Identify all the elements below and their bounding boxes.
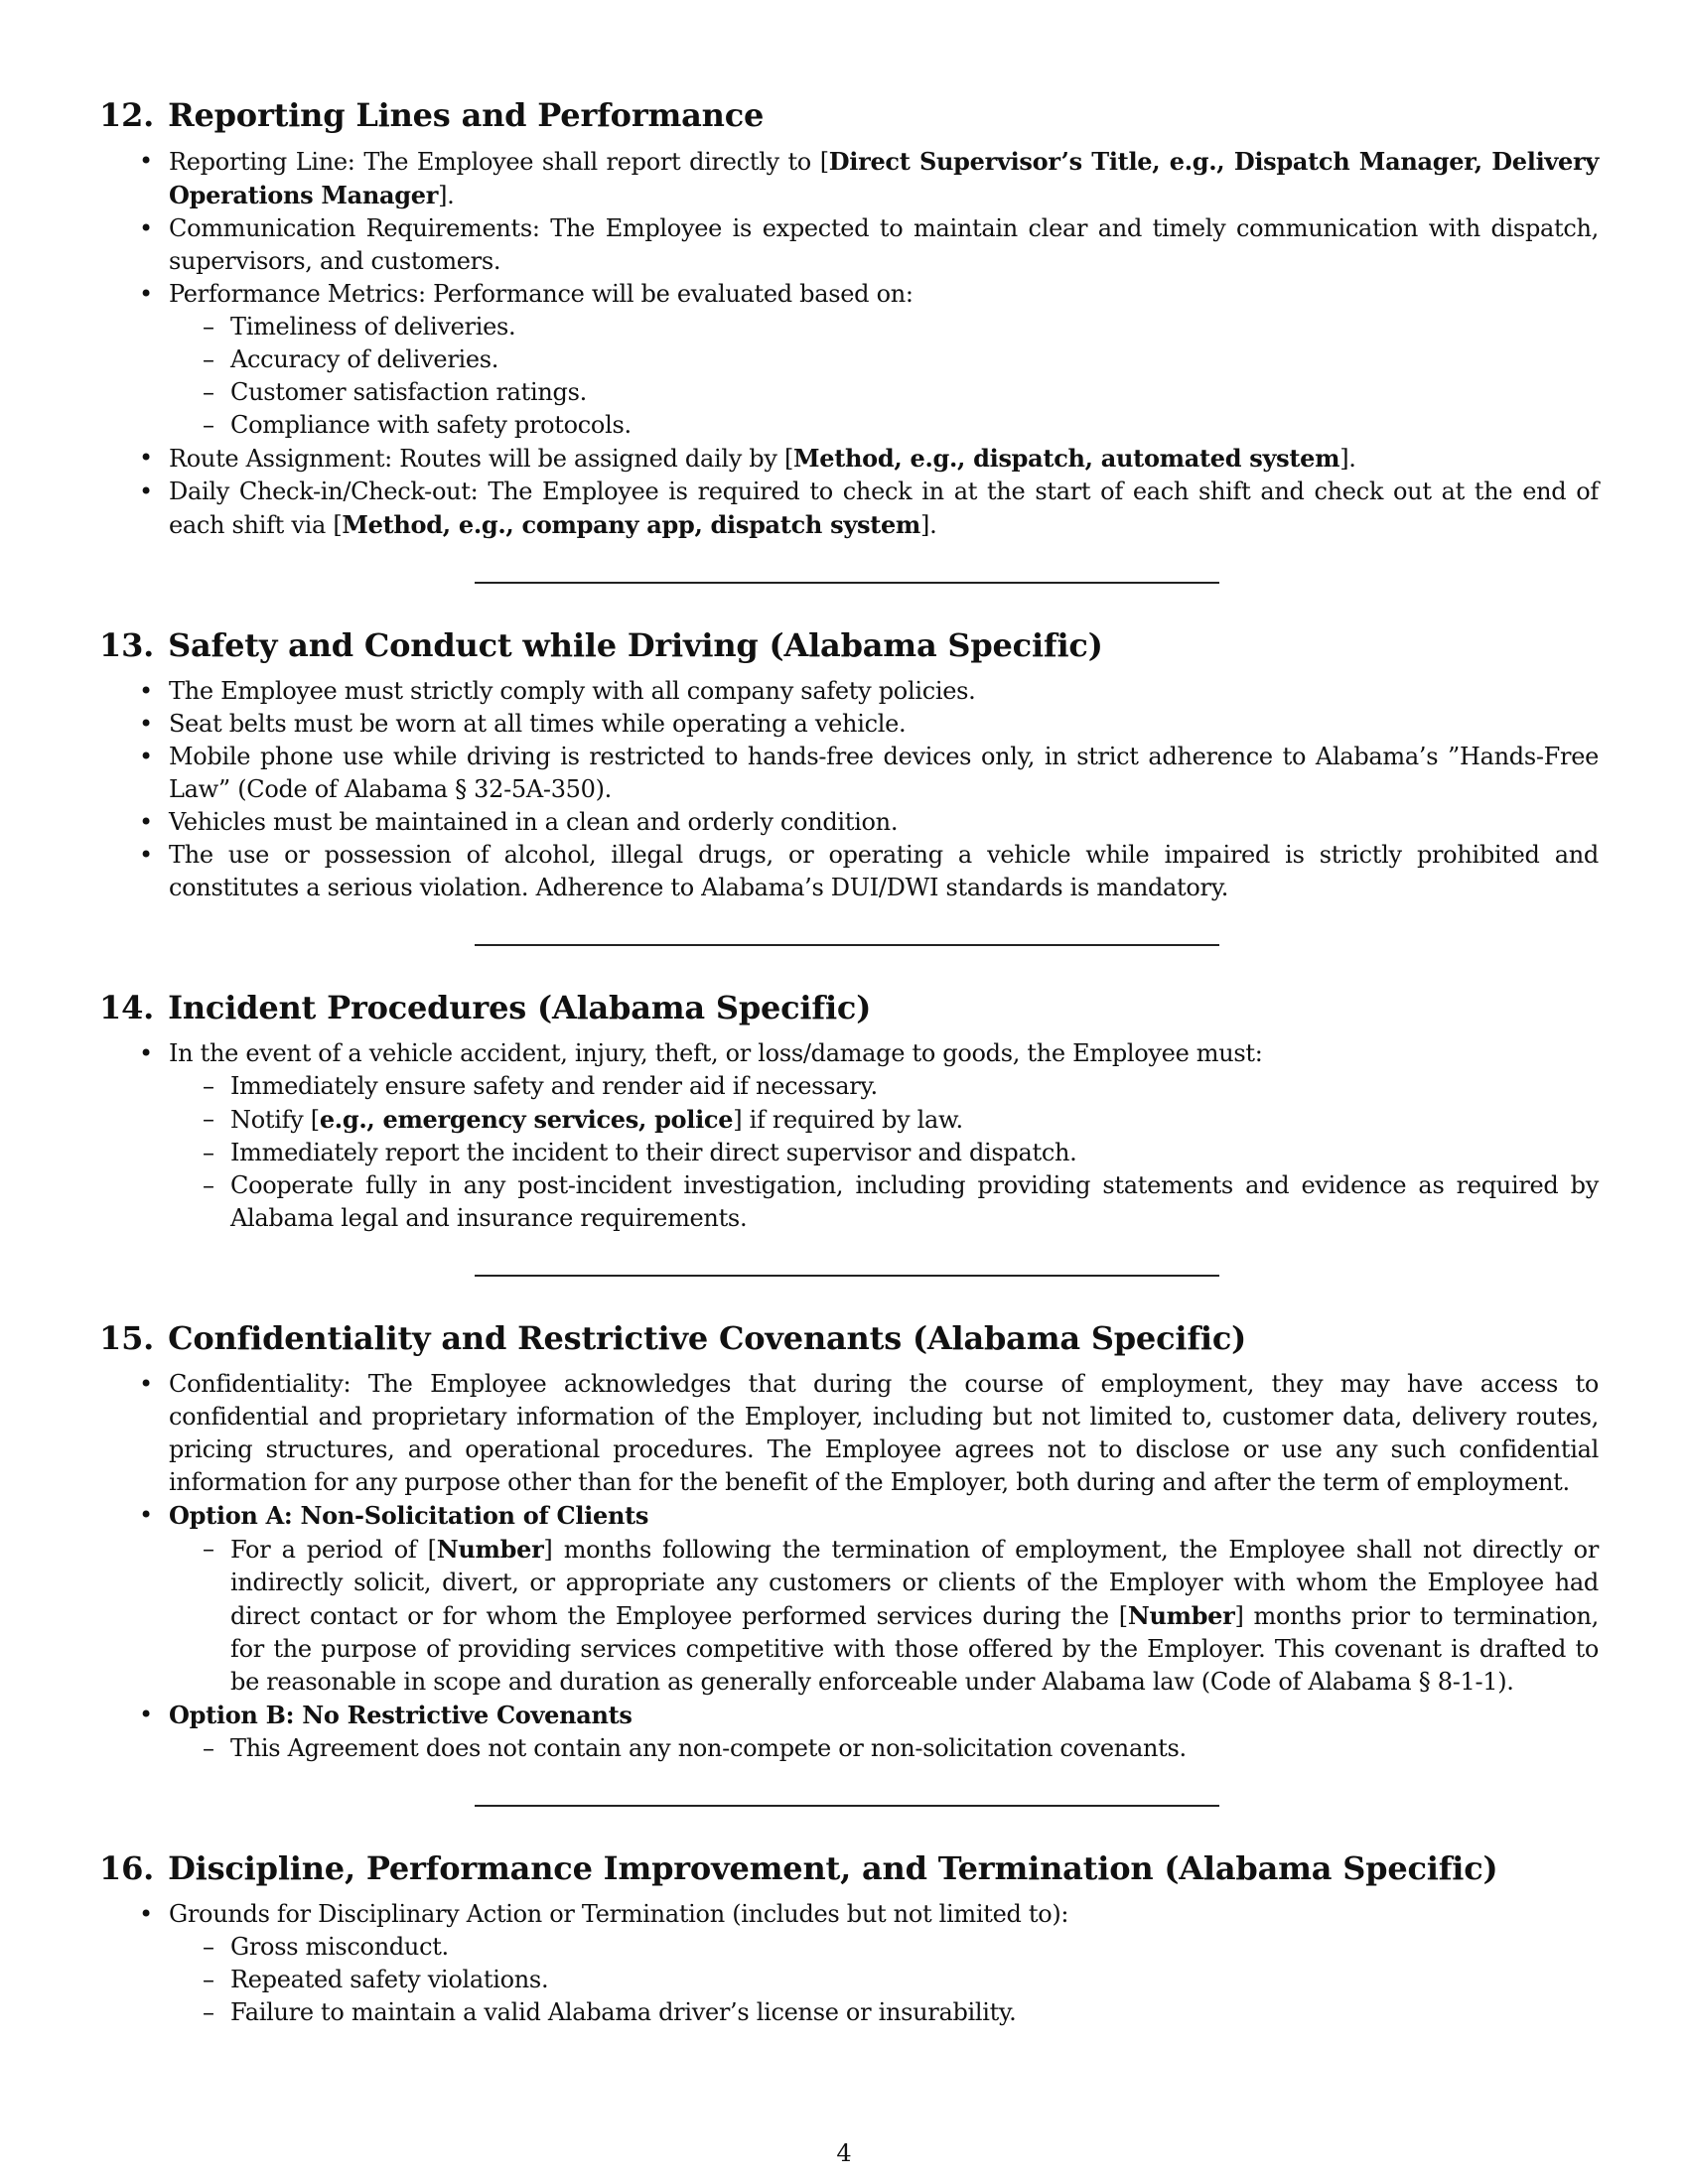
sub-item: – Failure to maintain a valid Alabama driver’s license or insurability.	[169, 1996, 1599, 2029]
horizontal-rule	[475, 944, 1219, 946]
bullet-list	[99, 1368, 1599, 1765]
section-heading: 16. Discipline, Performance Improvement, and Termination (Alabama Specific)	[99, 1849, 1498, 1887]
list-item: • Vehicles must be maintained in a clean and orderly condition.	[99, 806, 1599, 839]
list-item: • In the event of a vehicle accident, injury, theft, or loss/damage to goods, the Employee must: – Immediately ensure safety and render aid if necessary. – Notify [e.g., emergency services, police] if required by law. – Immediately report the incident to their direct supervisor and dispatch. – Cooperate fully in any post-incident investigation, including providing statements and evidence as required by Alabama legal and insurance requirements.	[99, 1037, 1599, 1235]
bullet-list	[99, 675, 1599, 904]
page-number: 4	[836, 2139, 852, 2167]
sub-item: – Immediately report the incident to their direct supervisor and dispatch.	[169, 1137, 1599, 1169]
section-16	[99, 1848, 1599, 2029]
section-13	[99, 625, 1599, 904]
list-item-performance-metrics: • Performance Metrics: Performance will be evaluated based on: – Timeliness of deliveries. – Accuracy of deliveries. – Customer satisfaction ratings. – Compliance with safety protocols.	[99, 278, 1599, 442]
sub-item: – This Agreement does not contain any non-compete or non-solicitation covenants.	[169, 1732, 1599, 1765]
horizontal-rule	[475, 1805, 1219, 1807]
section-12	[99, 95, 1599, 542]
section-heading: 15. Confidentiality and Restrictive Covenants (Alabama Specific)	[99, 1319, 1247, 1357]
sub-list	[169, 1732, 1599, 1765]
list-item-communication: • Communication Requirements: The Employee is expected to maintain clear and timely communication with dispatch, supervisors, and customers.	[99, 212, 1599, 278]
sub-item: – Gross misconduct.	[169, 1931, 1599, 1964]
sub-item: – Accuracy of deliveries.	[169, 343, 1599, 376]
list-item-route-assignment: • Route Assignment: Routes will be assigned daily by [Method, e.g., dispatch, automated system].	[99, 442, 1599, 476]
bullet-list	[99, 1898, 1599, 2029]
sub-item: – Immediately ensure safety and render aid if necessary.	[169, 1070, 1599, 1103]
list-item-reporting-line: • Reporting Line: The Employee shall report directly to [Direct Supervisor’s Title, e.g., Dispatch Manager, Delivery Operations Manager].	[99, 145, 1599, 212]
section-heading: 13. Safety and Conduct while Driving (Alabama Specific)	[99, 626, 1103, 664]
list-item: • The use or possession of alcohol, illegal drugs, or operating a vehicle while impaired is strictly prohibited and constitutes a serious violation. Adherence to Alabama’s DUI/DWI standards is mandatory.	[99, 839, 1599, 904]
list-item-option-b: • Option B: No Restrictive Covenants – This Agreement does not contain any non-compete or non-solicitation covenants.	[99, 1699, 1599, 1765]
section-heading: 12. Reporting Lines and Performance	[99, 96, 765, 134]
bullet-list	[99, 1037, 1599, 1235]
list-item: • Seat belts must be worn at all times while operating a vehicle.	[99, 708, 1599, 741]
document-page	[99, 89, 1599, 2029]
list-item-option-a: • Option A: Non-Solicitation of Clients – For a period of [Number] months following the termination of employment, the Employee shall not directly or indirectly solicit, divert, or appropriate any customers or clients of the Employer with whom the Employee had direct contact or for whom the Employee performed services during the [Number] months prior to termination, for the purpose of providing services competitive with those offered by the Employer. This covenant is drafted to be reasonable in scope and duration as generally enforceable under Alabama law (Code of Alabama § 8-1-1).	[99, 1499, 1599, 1699]
sub-list	[169, 1070, 1599, 1235]
sub-item: – Compliance with safety protocols.	[169, 409, 1599, 442]
sub-item: – Notify [e.g., emergency services, police] if required by law.	[169, 1103, 1599, 1137]
list-item: • The Employee must strictly comply with all company safety policies.	[99, 675, 1599, 708]
sub-list	[169, 1533, 1599, 1699]
sub-item: – Cooperate fully in any post-incident investigation, including providing statements and evidence as required by Alabama legal and insurance requirements.	[169, 1169, 1599, 1235]
sub-list	[169, 311, 1599, 442]
bullet-list	[99, 145, 1599, 542]
section-heading: 14. Incident Procedures (Alabama Specific)	[99, 989, 872, 1026]
list-item: • Mobile phone use while driving is restricted to hands-free devices only, in strict adherence to Alabama’s ”Hands-Free Law” (Code of Alabama § 32-5A-350).	[99, 741, 1599, 806]
list-item-check-in: • Daily Check-in/Check-out: The Employee is required to check in at the start of each shift and check out at the end of each shift via [Method, e.g., company app, dispatch system].	[99, 476, 1599, 542]
list-item: • Grounds for Disciplinary Action or Termination (includes but not limited to): – Gross misconduct. – Repeated safety violations. – Failure to maintain a valid Alabama driver’s license or insurability.	[99, 1898, 1599, 2029]
section-15	[99, 1318, 1599, 1765]
sub-list	[169, 1931, 1599, 2029]
section-14	[99, 988, 1599, 1235]
sub-item: – Repeated safety violations.	[169, 1964, 1599, 1996]
sub-item: – For a period of [Number] months following the termination of employment, the Employee shall not directly or indirectly solicit, divert, or appropriate any customers or clients of the Employer with whom the Employee had direct contact or for whom the Employee performed services during the [Number] months prior to termination, for the purpose of providing services competitive with those offered by the Employer. This covenant is drafted to be reasonable in scope and duration as generally enforceable under Alabama law (Code of Alabama § 8-1-1).	[169, 1533, 1599, 1699]
horizontal-rule	[475, 1275, 1219, 1277]
sub-item: – Timeliness of deliveries.	[169, 311, 1599, 343]
horizontal-rule	[475, 582, 1219, 584]
sub-item: – Customer satisfaction ratings.	[169, 376, 1599, 409]
list-item-confidentiality: • Confidentiality: The Employee acknowledges that during the course of employment, they may have access to confidential and proprietary information of the Employer, including but not limited to, customer data, delivery routes, pricing structures, and operational procedures. The Employee agrees not to disclose or use any such confidential information for any purpose other than for the benefit of the Employer, both during and after the term of employment.	[99, 1368, 1599, 1499]
